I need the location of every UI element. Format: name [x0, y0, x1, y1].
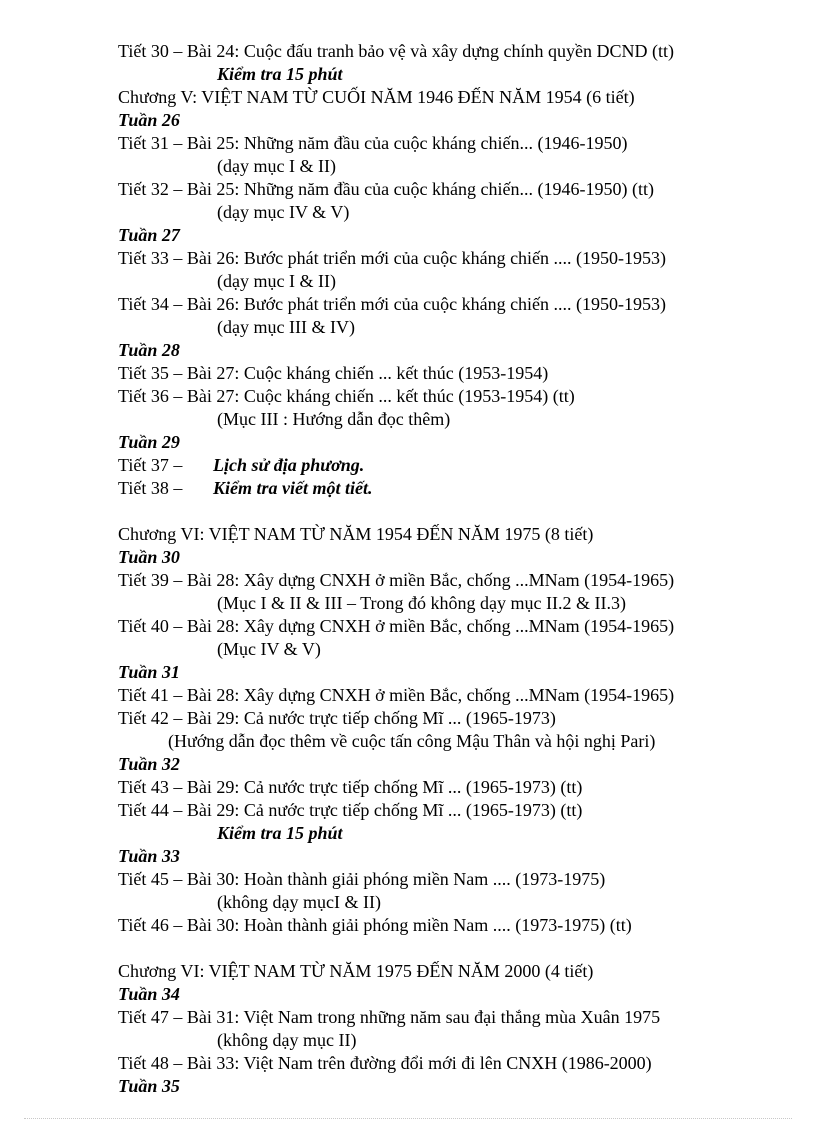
lesson-title: Kiểm tra viết một tiết.: [213, 478, 373, 498]
lesson-line: Tiết 39 – Bài 28: Xây dựng CNXH ở miền Bắc, chống ...MNam (1954-1965): [118, 570, 675, 590]
lesson-line: Tiết 43 – Bài 29: Cả nước trực tiếp chống Mĩ ... (1965-1973) (tt): [118, 777, 583, 797]
lesson-label: Tiết 38 –: [118, 478, 183, 498]
lesson-line: Tiết 46 – Bài 30: Hoàn thành giải phóng miền Nam .... (1973-1975) (tt): [118, 915, 632, 935]
week-heading: Tuần 29: [118, 432, 180, 452]
lesson-line: Tiết 48 – Bài 33: Việt Nam trên đường đổi mới đi lên CNXH (1986-2000): [118, 1053, 652, 1073]
lesson-note: (không dạy mụcI & II): [217, 892, 381, 912]
week-heading: Tuần 28: [118, 340, 180, 360]
lesson-label: Tiết 37 –: [118, 455, 183, 475]
chapter-heading: Chương VI: VIỆT NAM TỪ NĂM 1975 ĐẾN NĂM 2000 (4 tiết): [118, 961, 594, 981]
lesson-note: (Mục IV & V): [217, 639, 321, 659]
lesson-title: Lịch sử địa phương.: [213, 455, 365, 475]
lesson-line: Tiết 41 – Bài 28: Xây dựng CNXH ở miền Bắc, chống ...MNam (1954-1965): [118, 685, 675, 705]
lesson-note: (dạy mục III & IV): [217, 317, 355, 337]
week-heading: Tuần 35: [118, 1076, 180, 1096]
document-page: [118, 40, 798, 1098]
page-bottom-rule: [24, 1118, 792, 1119]
lesson-note: (dạy mục I & II): [217, 271, 336, 291]
test-note: Kiểm tra 15 phút: [217, 823, 343, 843]
week-heading: Tuần 31: [118, 662, 180, 682]
lesson-line: Tiết 30 – Bài 24: Cuộc đấu tranh bảo vệ và xây dựng chính quyền DCND (tt): [118, 41, 675, 61]
week-heading: Tuần 34: [118, 984, 180, 1004]
lesson-line: Tiết 44 – Bài 29: Cả nước trực tiếp chống Mĩ ... (1965-1973) (tt): [118, 800, 583, 820]
lesson-line: Tiết 35 – Bài 27: Cuộc kháng chiến ... kết thúc (1953-1954): [118, 363, 549, 383]
chapter-heading: Chương VI: VIỆT NAM TỪ NĂM 1954 ĐẾN NĂM 1975 (8 tiết): [118, 524, 594, 544]
lesson-line: Tiết 45 – Bài 30: Hoàn thành giải phóng miền Nam .... (1973-1975): [118, 869, 606, 889]
chapter-heading: Chương V: VIỆT NAM TỪ CUỐI NĂM 1946 ĐẾN NĂM 1954 (6 tiết): [118, 87, 635, 107]
lesson-line: Tiết 32 – Bài 25: Những năm đầu của cuộc kháng chiến... (1946-1950) (tt): [118, 179, 654, 199]
lesson-note: (không dạy mục II): [217, 1030, 357, 1050]
lesson-line: [118, 454, 798, 477]
lesson-line: Tiết 47 – Bài 31: Việt Nam trong những năm sau đại thắng mùa Xuân 1975: [118, 1007, 661, 1027]
spacer: [118, 937, 798, 960]
week-heading: Tuần 27: [118, 225, 180, 245]
week-heading: Tuần 32: [118, 754, 180, 774]
spacer: [118, 500, 798, 523]
lesson-note: (dạy mục I & II): [217, 156, 336, 176]
lesson-note: (Hướng dẫn đọc thêm về cuộc tấn công Mậu Thân và hội nghị Pari): [168, 731, 656, 751]
lesson-line: Tiết 31 – Bài 25: Những năm đầu của cuộc kháng chiến... (1946-1950): [118, 133, 628, 153]
lesson-line: Tiết 33 – Bài 26: Bước phát triển mới của cuộc kháng chiến .... (1950-1953): [118, 248, 667, 268]
week-heading: Tuần 33: [118, 846, 180, 866]
week-heading: Tuần 26: [118, 110, 180, 130]
test-note: Kiểm tra 15 phút: [217, 64, 343, 84]
lesson-line: Tiết 34 – Bài 26: Bước phát triển mới của cuộc kháng chiến .... (1950-1953): [118, 294, 667, 314]
lesson-note: (Mục I & II & III – Trong đó không dạy mục II.2 & II.3): [217, 593, 626, 613]
lesson-line: Tiết 40 – Bài 28: Xây dựng CNXH ở miền Bắc, chống ...MNam (1954-1965): [118, 616, 675, 636]
week-heading: Tuần 30: [118, 547, 180, 567]
lesson-line: Tiết 36 – Bài 27: Cuộc kháng chiến ... kết thúc (1953-1954) (tt): [118, 386, 575, 406]
lesson-line: [118, 477, 798, 500]
lesson-note: (Mục III : Hướng dẫn đọc thêm): [217, 409, 451, 429]
lesson-line: Tiết 42 – Bài 29: Cả nước trực tiếp chống Mĩ ... (1965-1973): [118, 708, 556, 728]
lesson-note: (dạy mục IV & V): [217, 202, 350, 222]
